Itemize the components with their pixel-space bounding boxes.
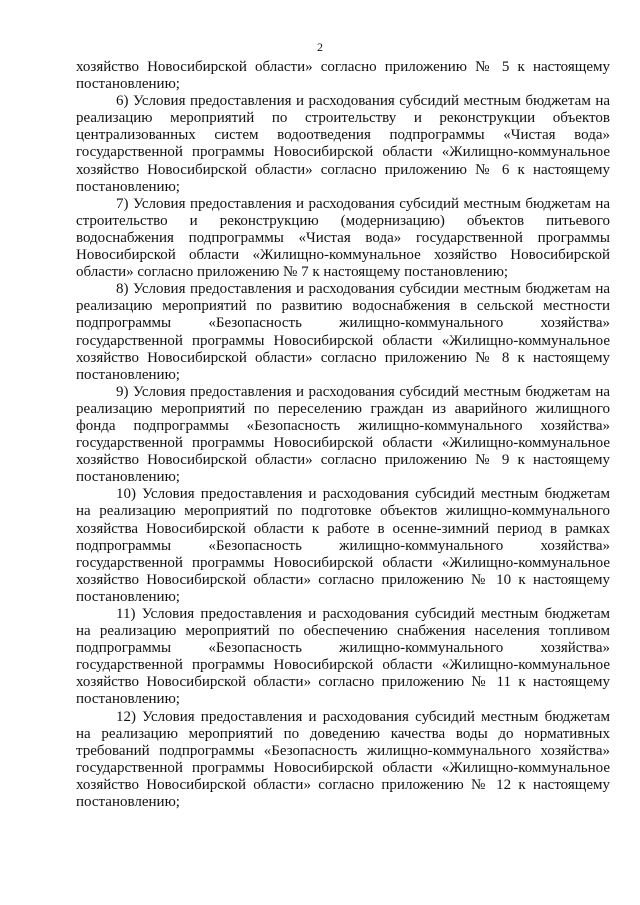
- page-number: 2: [317, 40, 323, 54]
- paragraph-item-11: 11) Условия предоставления и расходования субсидий местным бюджетам на реализацию мероприятий по обеспечению снабжения населения топливом подпрограммы «Безопасность жилищно-коммунального хозяйства» государственной программы Новосибирской области «Жилищно-коммунальное хозяйство Новосибирской области» согласно приложению № 11 к настоящему постановлению;: [76, 606, 610, 708]
- paragraph-item-10: 10) Условия предоставления и расходования субсидий местным бюджетам на реализацию мероприятий по подготовке объектов жилищно-коммунального хозяйства Новосибирской области к работе в осенне-зимний период в рамках подпрограммы «Безопасность жилищно-коммунального хозяйства» государственной программы Новосибирской области «Жилищно-коммунальное хозяйство Новосибирской области» согласно приложению № 10 к настоящему постановлению;: [76, 486, 610, 605]
- paragraph-item-12: 12) Условия предоставления и расходования субсидий местным бюджетам на реализацию мероприятий по доведению качества воды до нормативных требований подпрограммы «Безопасность жилищно-коммунального хозяйства» государственной программы Новосибирской области «Жилищно-коммунальное хозяйство Новосибирской области» согласно приложению № 12 к настоящему постановлению;: [76, 708, 610, 811]
- document-body: [76, 59, 610, 811]
- paragraph-item-6: 6) Условия предоставления и расходования субсидий местным бюджетам на реализацию мероприятий по строительству и реконструкции объектов централизованных систем водоотведения подпрограммы «Чистая вода» государственной программы Новосибирской области «Жилищно-коммунальное хозяйство Новосибирской области» согласно приложению № 6 к настоящему постановлению;: [76, 93, 610, 195]
- paragraph-item-7: 7) Условия предоставления и расходования субсидий местным бюджетам на строительство и реконструкцию (модернизацию) объектов питьевого водоснабжения подпрограммы «Чистая вода» государственной программы Новосибирской области «Жилищно-коммунальное хозяйство Новосибирской области» согласно приложению № 7 к настоящему постановлению;: [76, 195, 610, 281]
- paragraph-continuation: хозяйство Новосибирской области» согласно приложению № 5 к настоящему постановлению;: [76, 59, 610, 93]
- paragraph-item-9: 9) Условия предоставления и расходования субсидий местным бюджетам на реализацию мероприятий по переселению граждан из аварийного жилищного фонда подпрограммы «Безопасность жилищно-коммунального хозяйства» государственной программы Новосибирской области «Жилищно-коммунальное хозяйство Новосибирской области» согласно приложению № 9 к настоящему постановлению;: [76, 383, 610, 486]
- paragraph-item-8: 8) Условия предоставления и расходования субсидии местным бюджетам на реализацию мероприятий по развитию водоснабжения в сельской местности подпрограммы «Безопасность жилищно-коммунального хозяйства» государственной программы Новосибирской области «Жилищно-коммунальное хозяйство Новосибирской области» согласно приложению № 8 к настоящему постановлению;: [76, 281, 610, 383]
